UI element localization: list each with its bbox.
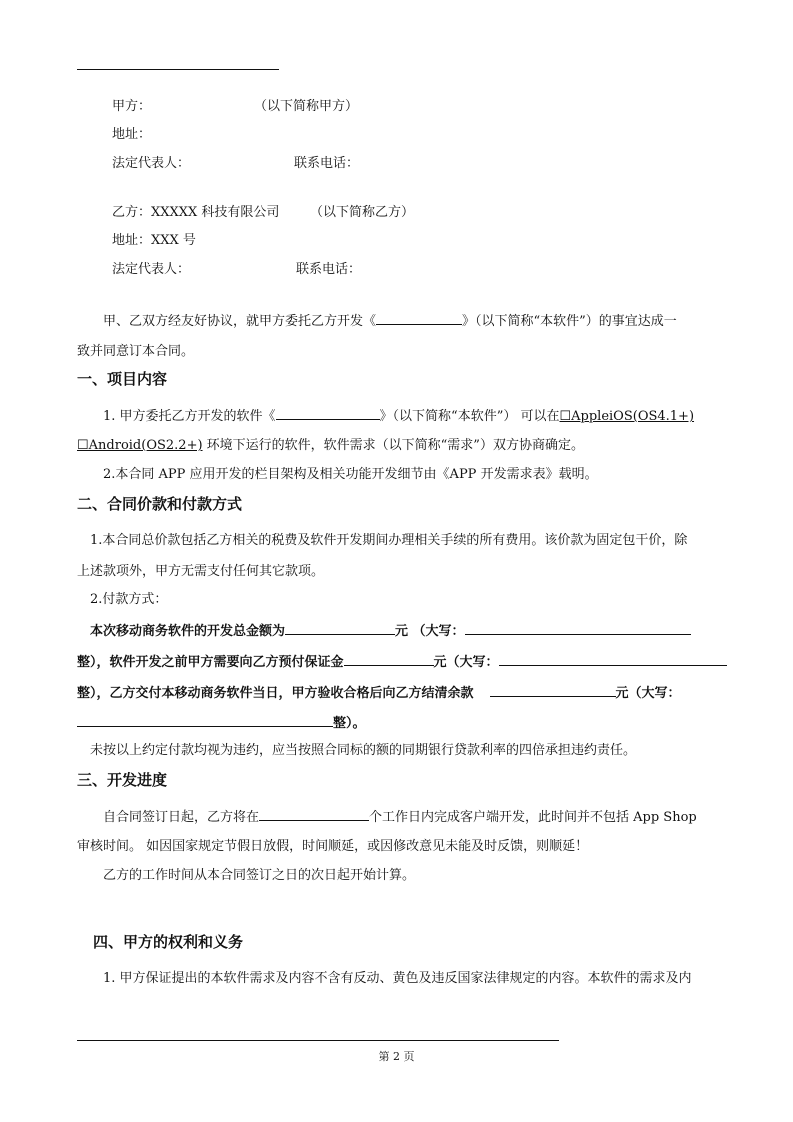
s1-para-2: 2.本合同 APP 应用开发的栏目架构及相关功能开发细节由《APP 开发需求表》载明。 <box>103 467 598 482</box>
deposit-blank[interactable] <box>344 653 434 666</box>
s2-para-1-line-2: 上述款项外，甲方无需支付任何其它款项。 <box>77 564 325 579</box>
party-a-phone: 联系电话： <box>294 156 360 171</box>
payment-line-3: 整），乙方交付本移动商务软件当日，甲方验收合格后向乙方结清余款 元（大写： <box>77 686 681 701</box>
party-a-address: 地址： <box>112 127 152 142</box>
s1-para-1-line-1: 1. 甲方委托乙方开发的软件《 》（以下简称“本软件”） 可以在☐AppleiOS(OS4.1+) <box>103 409 695 424</box>
party-a-representative: 法定代表人： <box>112 156 191 171</box>
s2-para-2: 2.付款方式： <box>90 592 168 607</box>
footer-rule <box>77 1040 559 1041</box>
s2-para-1-line-1: 1.本合同总价款包括乙方相关的税费及软件开发期间办理相关手续的所有费用。该价款为固定包干价，除 <box>90 533 688 548</box>
payment-line-2: 整），软件开发之前甲方需要向乙方预付保证金 元（大写： <box>77 653 727 671</box>
s4-para-1: 1. 甲方保证提出的本软件需求及内容不含有反动、黄色及违反国家法律规定的内容。本软件的需求及内 <box>103 971 692 986</box>
s3-para-1-line-2: 审核时间。 如因国家规定节假日放假，时间顺延，或因修改意见未能及时反馈，则顺延！ <box>77 839 589 854</box>
intro-line-1: 甲、乙双方经友好协议，就甲方委托乙方开发《 》（以下简称“本软件”）的事宜达成一 <box>103 314 677 329</box>
party-a-name <box>112 99 151 115</box>
section-2-heading: 二、合同价款和付款方式 <box>77 495 243 513</box>
party-b-phone: 联系电话： <box>296 262 362 277</box>
software-name-blank[interactable] <box>376 312 462 325</box>
work-days-blank[interactable] <box>259 808 369 821</box>
s3-para-2: 乙方的工作时间从本合同签订之日的次日起开始计算。 <box>103 868 416 883</box>
s1-software-blank[interactable] <box>276 407 380 420</box>
party-b-note: （以下简称乙方） <box>310 205 415 220</box>
section-4-heading: 四、甲方的权利和义务 <box>93 933 244 951</box>
page-number: 第 2 页 <box>378 1050 415 1063</box>
party-b-representative: 法定代表人： <box>112 262 191 277</box>
top-rule <box>77 69 279 70</box>
s1-para-1-line-2: ☐Android(OS2.2+) 环境下运行的软件，软件需求（以下简称“需求”）双方协商确定。 <box>77 438 584 453</box>
deposit-words-blank[interactable] <box>499 653 727 666</box>
s3-para-1-line-1: 自合同签订日起，乙方将在 个工作日内完成客户端开发，此时间并不包括 App Shop <box>103 810 697 825</box>
ios-checkbox[interactable]: ☐AppleiOS(OS4.1+) <box>559 409 695 424</box>
party-a-note: （以下简称甲方） <box>254 99 359 114</box>
section-3-heading: 三、开发进度 <box>77 771 168 789</box>
balance-blank[interactable] <box>490 684 616 697</box>
payment-line-1: 本次移动商务软件的开发总金额为 元 （大写： <box>90 622 691 640</box>
total-amount-words-blank[interactable] <box>465 622 691 635</box>
section-1-heading: 一、项目内容 <box>77 370 168 388</box>
total-amount-blank[interactable] <box>285 622 395 635</box>
balance-words-blank[interactable] <box>77 714 333 727</box>
party-b-address: 地址：XXX 号 <box>112 233 196 248</box>
android-checkbox[interactable]: ☐Android(OS2.2+) <box>77 438 203 453</box>
intro-line-2: 致并同意订本合同。 <box>77 344 195 359</box>
party-a-label: 甲方： <box>112 99 152 114</box>
s2-breach-note: 未按以上约定付款均视为违约，应当按照合同标的额的同期银行贷款利率的四倍承担违约责任。 <box>90 743 637 758</box>
payment-line-4: 整）。 <box>77 714 366 732</box>
party-b-name: 乙方：XXXXX 科技有限公司 <box>112 205 280 220</box>
